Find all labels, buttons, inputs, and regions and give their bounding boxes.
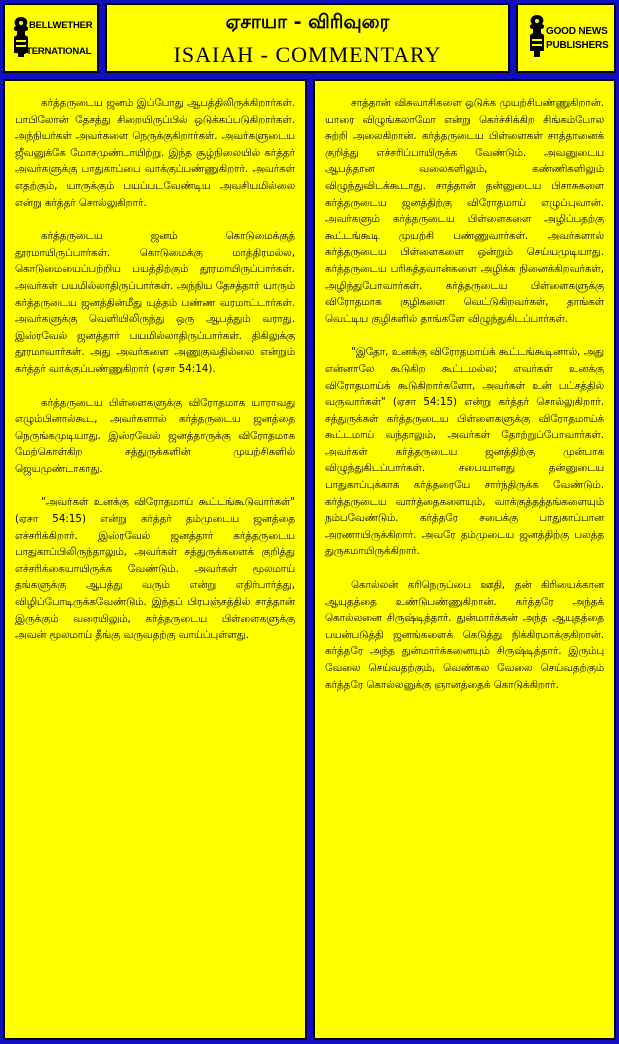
logo-line1: GOOD NEWS: [546, 26, 608, 37]
paragraph: "இதோ, உனக்கு விரோதமாய்க் கூட்டங்கூடினால், அது என்னாலே கூடுகிற கூட்டமல்ல; எவர்கள் உனக்கு விரோதமாய்க் கூடுகிறார்களோ, அவர்கள் உன் பட்சத்தில் வருவார்கள்" (ஏசா 54:15) என்று கர்த்தர் சொல்லுகிறார். சத்துருக்கள் கர்த்தருடைய பிள்ளைகளுக்கு விரோதமாய்க் கூட்டமாய் வந்தாலும், அவர்கள் தோற்றுப்போவார்கள். அவர்கள் கர்த்தருடைய ஜனத்திற்கு முன்பாக விழுந்துகிடப்பார்கள். சபையானது தன்னுடைய பாதுகாப்புக்காக கர்த்தரையே சார்ந்திருக்க வேண்டும். கர்த்தருடைய வார்த்தைகளையும், வாக்குத்தத்தங்களையும் நம்பவேண்டும். கர்த்தரே சபைக்கு பாதுகாப்பான அரணாயிருக்கிறார். அவரே தம்முடைய ஜனத்திற்கு பலத்த துருகமாயிருக்கிறார்.: [325, 346, 604, 558]
paragraph: "அவர்கள் உனக்கு விரோதமாய் கூட்டங்கூடுவார்கள்" (ஏசா 54:15) என்று கர்த்தர் தம்முடைய ஜனத்தை எச்சரிக்கிறார். இஸ்ரவேல் ஜனத்தார் கர்த்தருடைய பாதுகாப்பிலிருந்தாலும், அவர்கள் சத்துருக்களைக் குறித்து எச்சரிக்கையாயிருக்க வேண்டும். அவர்கள் மூலமாய் தங்களுக்கு ஆபத்து வரும் என்று எதிர்பார்த்து, விழிப்போடிருக்கவேண்டும். இந்தப் பிரபஞ்சத்தில் சாத்தான் இருக்கும் வரையிலும், கர்த்தருடைய பிள்ளைகளுக்கு அவன் மூலமாய் தீங்கு வருவதற்கு வாய்ப்புள்ளது.: [15, 496, 295, 642]
paragraph: சாத்தான் விசுவாசிகளை ஒடுக்க முயற்சிபண்ணுகிறான். யாரை விழுங்கலாமோ என்று கெர்ச்சிக்கிற சிங்கம்போல சுற்றி அலைகிறான். கர்த்தருடைய பிள்ளைகள் சாத்தானைக் குறித்து எச்சரிப்பாயிருக்க வேண்டும். அவனுடைய ஆபத்தான வலைகளிலும், கண்ணிகளிலும் விழுந்துவிடக்கூடாது. சாத்தான் தன்னுடைய பிசாசுகளை கர்த்தருடைய ஜனத்திற்கு விரோதமாய் எழுப்புவான். அவர்களும் கர்த்தருடைய பிள்ளைகளை அழிப்பதற்கு கூட்டங்கூடி முயற்சி பண்ணுவார்கள். அவர்களால் கர்த்தருடைய பிள்ளைகளை ஒன்றும் செய்யமுடியாது. கர்த்தருடைய பரிசுத்தவான்களை அழிக்க நினைக்கிறவர்கள், அழிந்துபோவார்கள். கர்த்தருடைய பிள்ளைகளுக்கு விரோதமாக குழிகளை வெட்டுகிறவர்கள், தாங்கள் வெட்டிய குழிகளில் தாங்களே விழுந்துகிடப்பார்கள்.: [325, 97, 604, 325]
bellwether-logo: [3, 3, 99, 73]
ram-icon: [526, 13, 548, 59]
logo-line2: PUBLISHERS: [546, 40, 609, 51]
good-news-logo: [516, 3, 616, 73]
logo-line2: INTERNATIONAL: [17, 46, 92, 57]
good-news-logo-mark: [524, 11, 610, 67]
right-column: [313, 79, 616, 1040]
page-title-english: ISAIAH - COMMENTARY: [173, 42, 442, 67]
paragraph: கர்த்தருடைய ஜனம் இப்போது ஆபத்திலிருக்கிறார்கள். பாபிலோன் தேசத்து சிறையிருப்பில் ஒடுக்கப்படுகிறார்கள். அந்நியர்கள் அவர்களை நெருக்குகிறார்கள். அவர்களுடைய ஜீவனுக்கே மோசமுண்டாயிற்று. இந்த சூழ்நிலையில் கர்த்தர் அவர்களுக்கு பாதுகாப்பை வாக்குப்பண்ணுகிறார். அவர்கள் எதற்கும், யாருக்கும் பயப்படவேண்டிய அவசியமில்லை என்று கர்த்தர் சொல்லுகிறார்.: [15, 97, 295, 209]
paragraph: கொல்லன் கரிநெருப்பை ஊதி, தன் கிரியைக்கான ஆயுதத்தை உண்டுபண்ணுகிறான். கர்த்தரே அந்தக் கொல்லனை சிருஷ்டித்தார். துன்மார்க்கன் அந்த ஆயுதத்தை பயன்படுத்தி ஜனங்களைக் கெடுத்து நிக்கிரமாக்குகிறான். கர்த்தரே அந்த துன்மார்க்கனையும் சிருஷ்டித்தார். இரும்பு வேலை செய்வதற்கும், வெண்கல வேலை செய்வதற்கும் கர்த்தரே கொல்லனுக்கு ஞானத்தைக் கொடுக்கிறார்.: [325, 579, 604, 691]
paragraph: கர்த்தருடைய ஜனம் கொடுமைக்குத் தூரமாயிருப்பார்கள். கொடுமைக்கு மாத்திரமல்ல, கொடுமையைப்பற்றிய பயத்திற்கும் தூரமாயிருப்பார்கள். அவர்கள் பயமில்லாதிருப்பார்கள். அந்நிய தேசத்தார் யாரும் கர்த்தருடைய ஜனத்தின்மீது யுத்தம் பண்ண வரமாட்டார்கள். அவர்களுக்கு வெளியிலிருந்து ஒரு ஆபத்தும் வராது. இஸ்ரவேல் ஜனத்தார் பயமில்லாதிருப்பார்கள். திகிலுக்கு தூரமாவார்கள். அது அவர்களை அணுகுவதில்லை என்றும் கர்த்தர் வாக்குப்பண்ணுகிறார் (ஏசா 54:14).: [15, 230, 295, 375]
page-title-tamil: ஏசாயா - விரிவுரை: [225, 11, 390, 33]
title-box: [105, 3, 510, 73]
left-column: [3, 79, 307, 1040]
paragraph: கர்த்தருடைய பிள்ளைகளுக்கு விரோதமாக யாராவது எழும்பினால்கூட, அவர்களால் கர்த்தருடைய ஜனத்தை நெருங்கமுடியாது. இஸ்ரவேல் ஜனத்தாருக்கு விரோதமாக மேற்கொள்கிற சத்துருக்களின் முயற்சிகளில் ஜெயமுண்டாகாது.: [15, 396, 295, 475]
logo-line1: BELLWETHER: [29, 20, 93, 31]
bellwether-logo-mark: [11, 11, 93, 67]
